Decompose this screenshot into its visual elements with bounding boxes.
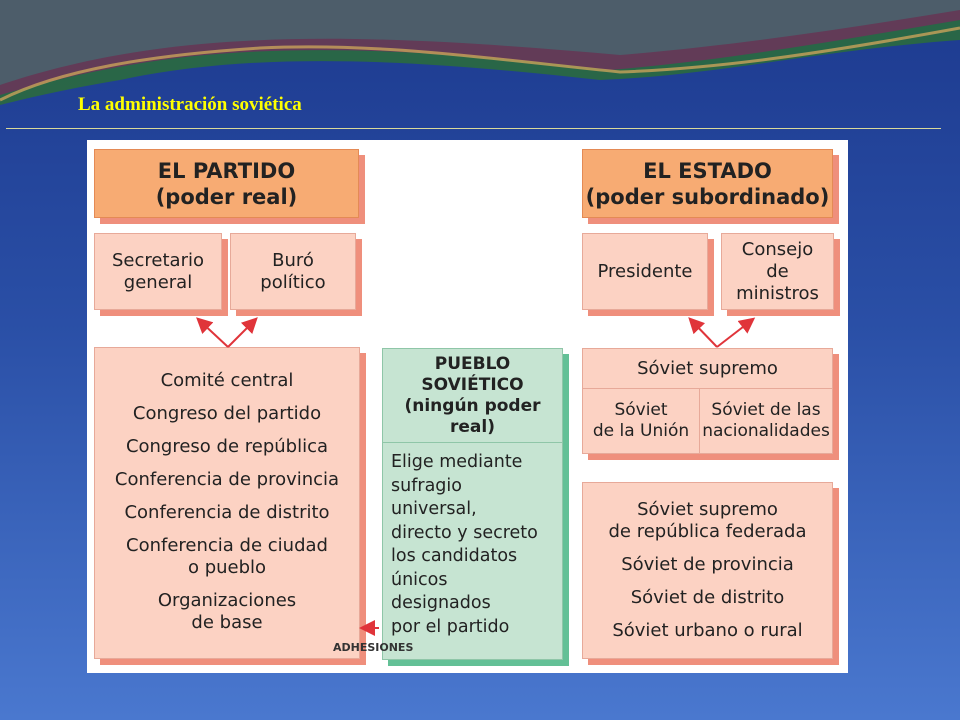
estado-arrows — [691, 320, 752, 347]
partido-subtitle: (poder real) — [155, 184, 298, 209]
secretario-line-2: general — [123, 271, 193, 293]
buro-line-1: Buró — [272, 249, 314, 271]
estado-title: EL ESTADO — [643, 158, 772, 183]
title-divider — [6, 128, 941, 129]
estado-level: Sóviet de provincia — [621, 554, 794, 575]
secretario-line-1: Secretario — [112, 249, 204, 271]
soviet-nacionalidades-cell: Sóviet de las nacionalidades — [702, 400, 830, 441]
soviet-administration-diagram — [87, 140, 848, 673]
partido-level: Congreso de república — [125, 436, 329, 457]
partido-level: Congreso del partido — [132, 403, 322, 424]
presidente-label: Presidente — [597, 260, 693, 282]
pueblo-description: Elige mediante sufragio universal, directo y secreto los candidatos únicos designados por el partido — [391, 452, 538, 637]
soviet-supremo-label: Sóviet supremo — [583, 349, 832, 389]
partido-level: Conferencia de provincia — [114, 469, 340, 490]
buro-line-2: político — [260, 271, 326, 293]
partido-level: Comité central — [160, 370, 294, 391]
partido-level: Organizaciones de base — [157, 590, 297, 633]
partido-title: EL PARTIDO — [157, 158, 296, 183]
consejo-ministros-box: Consejo de ministros — [721, 233, 834, 310]
soviet-union-cell: Sóviet de la Unión — [583, 389, 700, 453]
estado-subtitle: (poder subordinado) — [585, 184, 830, 209]
slide-title: La administración soviética — [78, 94, 302, 115]
partido-level: Conferencia de ciudad o pueblo — [126, 535, 328, 578]
estado-level: Sóviet de distrito — [630, 587, 785, 608]
partido-level: Conferencia de distrito — [124, 502, 330, 523]
connector-arrows — [87, 140, 848, 673]
adhesiones-label: ADHESIONES — [333, 641, 414, 654]
partido-arrows — [199, 320, 255, 347]
estado-level: Sóviet urbano o rural — [612, 620, 803, 641]
pueblo-header: PUEBLO SOVIÉTICO (ningún poder real) — [383, 349, 562, 443]
estado-level: Sóviet supremo de república federada — [608, 499, 807, 542]
